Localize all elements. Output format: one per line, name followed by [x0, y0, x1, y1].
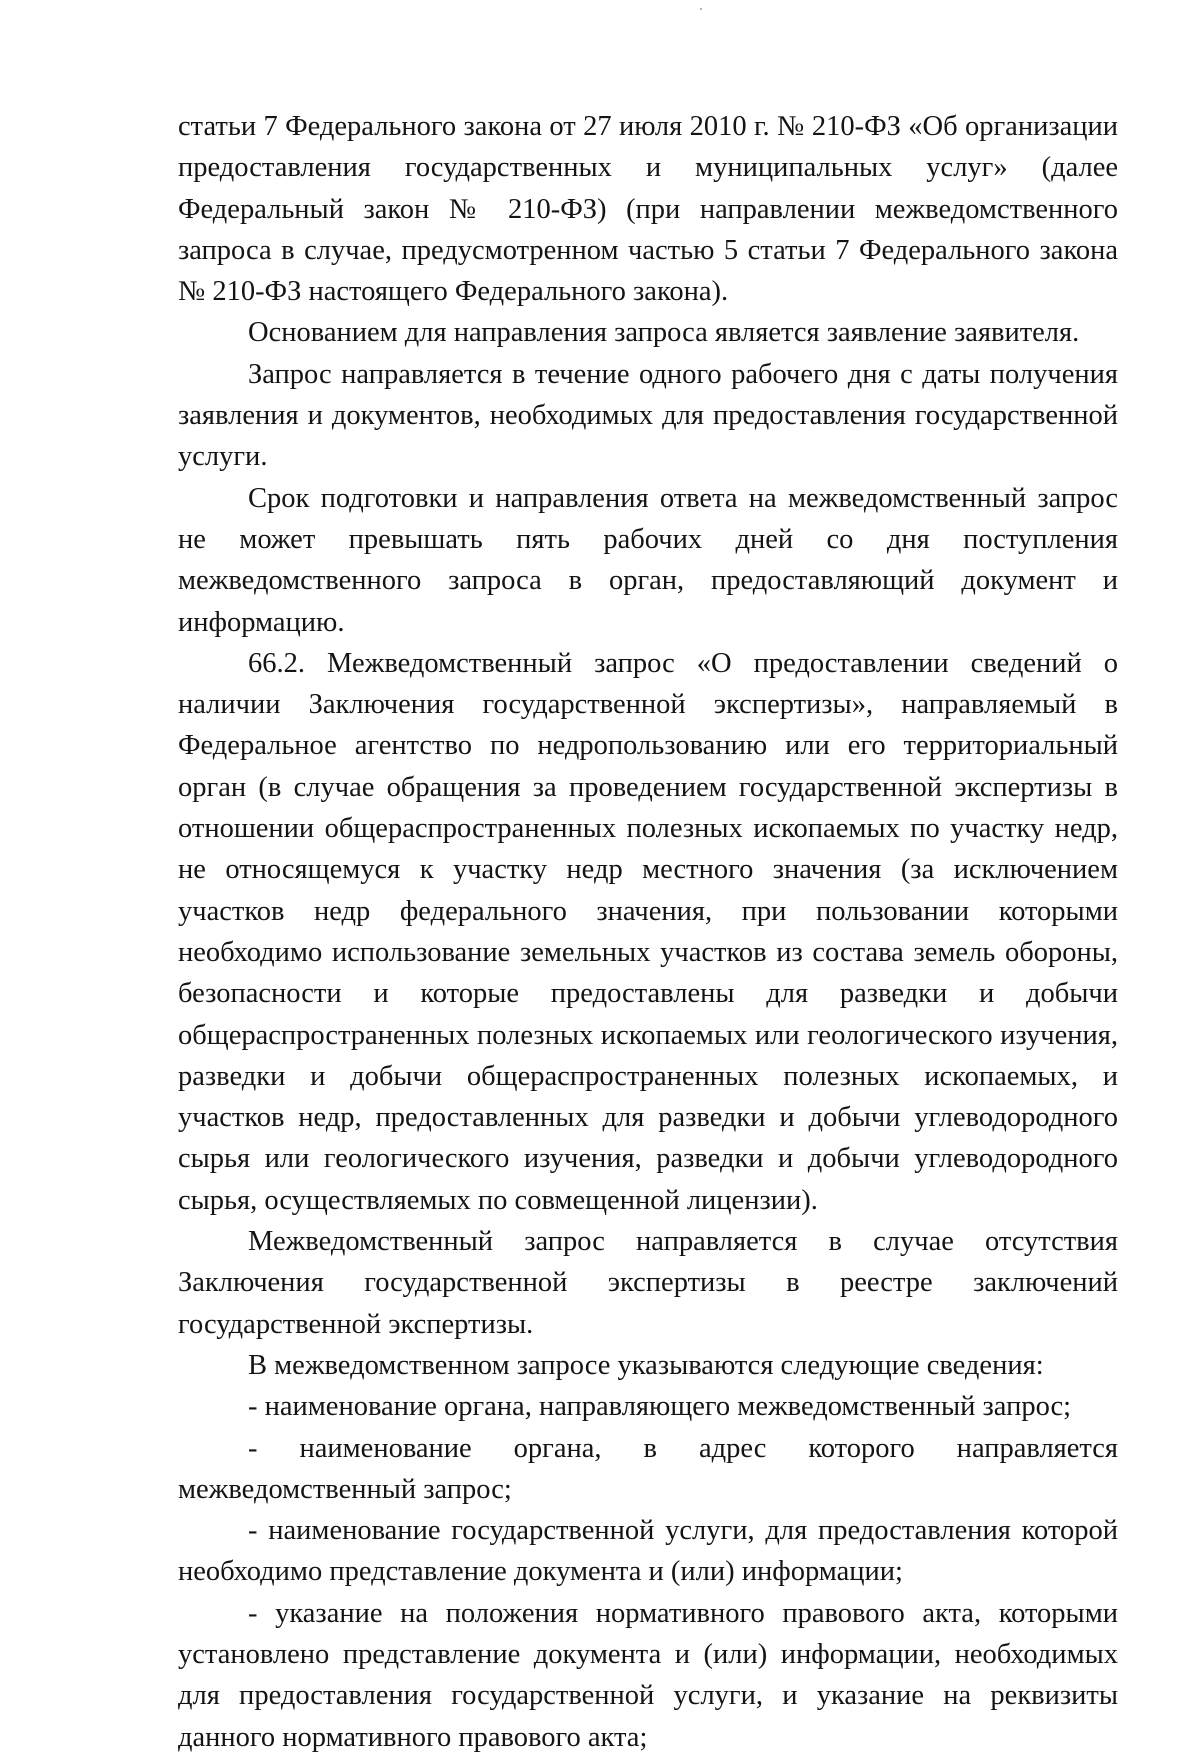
- paragraph-basis: Основанием для направления запроса является заявление заявителя.: [248, 317, 1080, 349]
- paragraph-request-condition: Межведомственный запрос направляется в случае отсутствия Заключения государственной экспертизы в реестре заключений государственной экспертизы.: [178, 1226, 1118, 1340]
- document-body: [178, 106, 1118, 1758]
- list-item-sender-name: - наименование органа, направляющего межведомственный запрос;: [248, 1391, 1072, 1423]
- scan-dot: [700, 8, 702, 10]
- list-item-service-name: - наименование государственной услуги, для предоставления которой необходимо представление документа и (или) информации;: [178, 1515, 1118, 1588]
- paragraph-section-66-2: 66.2. Межведомственный запрос «О предоставлении сведений о наличии Заключения государственной экспертизы», направляемый в Федеральное агентство по недропользованию или его территориальный орган (в случае обращения за проведением государственной экспертизы в отношении общераспространенных полезных ископаемых по участку недр, не относящемуся к участку недр местного значения (за исключением участков недр федерального значения, при пользовании которыми необходимо использование земельных участков из состава земель обороны, безопасности и которые предоставлены для разведки и добычи общераспространенных полезных ископаемых или геологического изучения, разведки и добычи общераспространенных полезных ископаемых, и участков недр, предоставленных для разведки и добычи углеводородного сырья или геологического изучения, разведки и добычи углеводородного сырья, осуществляемых по совмещенной лицензии).: [178, 647, 1118, 1216]
- paragraph-response-deadline: Срок подготовки и направления ответа на межведомственный запрос не может превышать пять рабочих дней со дня поступления межведомственного запроса в орган, предоставляющий документ и информацию.: [178, 482, 1118, 638]
- list-item-recipient-name: - наименование органа, в адрес которого направляется межведомственный запрос;: [178, 1432, 1118, 1505]
- paragraph-request-contents: В межведомственном запросе указываются следующие сведения:: [248, 1349, 1044, 1381]
- list-item-legal-act: - указание на положения нормативного правового акта, которыми установлено представление документа и (или) информации, необходимых для предоставления государственной услуги, и указание на реквизиты данного нормативного правового акта;: [178, 1597, 1118, 1753]
- paragraph-request-deadline: Запрос направляется в течение одного рабочего дня с даты получения заявления и документов, необходимых для предоставления государственной услуги.: [178, 358, 1118, 473]
- paragraph-continuation: статьи 7 Федерального закона от 27 июля 2010 г. № 210-ФЗ «Об организации предоставления государственных и муниципальных услуг» (далее Федеральный закон № 210-ФЗ) (при направлении межведомственного запроса в случае, предусмотренном частью 5 статьи 7 Федерального закона № 210-ФЗ настоящего Федерального закона).: [178, 111, 1118, 308]
